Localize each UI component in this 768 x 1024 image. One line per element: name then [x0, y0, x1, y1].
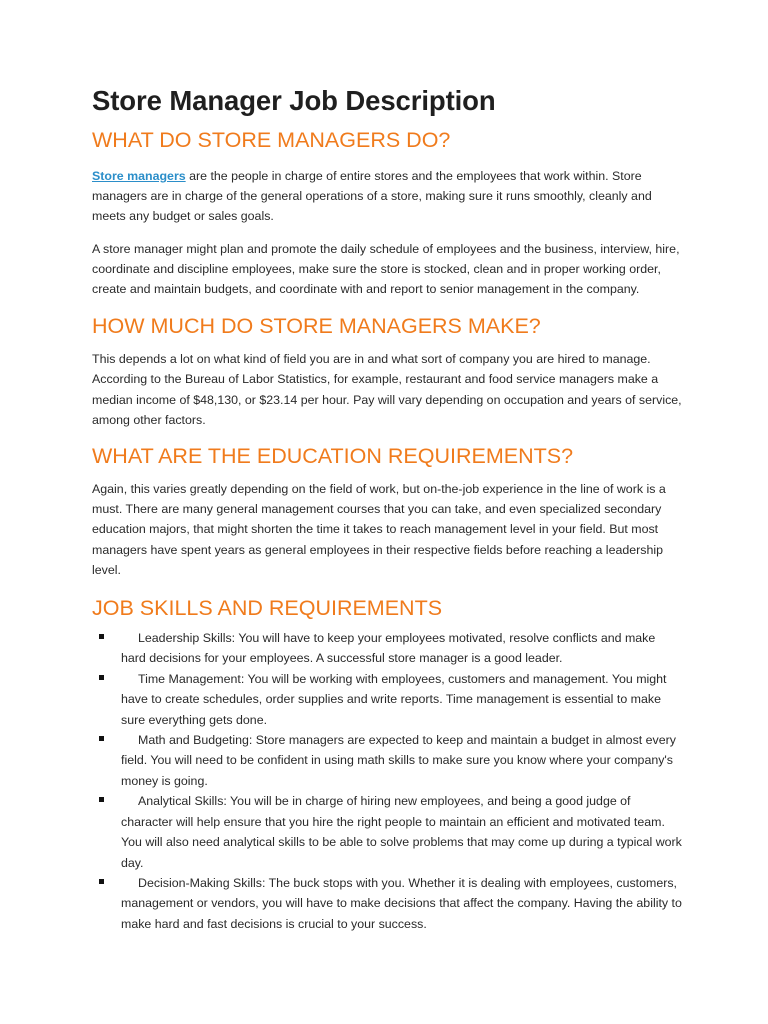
list-item-text: Leadership Skills: You will have to keep your employees motivated, resolve conflicts and make hard decisions for your employees. A successful store manager is a good leader. — [121, 631, 656, 666]
bullet-square-icon — [99, 634, 104, 639]
paragraph-text: are the people in charge of entire stores and the employees that work within. Store managers are in charge of the general operations of a store, making sure it runs smoothly, cleanly and meets any budget or sales goals. — [92, 169, 652, 224]
list-item-text: Decision-Making Skills: The buck stops with you. Whether it is dealing with employees, customers, management or vendors, you will have to make decisions that affect the company. Having the ability to make hard and fast decisions is crucial to your success. — [121, 875, 682, 931]
paragraph-how-much: This depends a lot on what kind of field you are in and what sort of company you are hired to manage. According to the Bureau of Labor Statistics, for example, restaurant and food service managers make a median income of $48,130, or $23.14 per hour. Pay will vary depending on occupation and years of service, among other factors. — [92, 352, 682, 427]
skills-list — [92, 628, 682, 934]
paragraph-education: Again, this varies greatly depending on the field of work, but on-the-job experience in the line of work is a must. There are many general management courses that you can take, and even specialized secondary education majors, that might shorten the time it takes to reach management level in your field. But most managers have spent years as general employees in their respective fields before reaching a leadership level. — [92, 482, 666, 577]
list-item — [92, 873, 682, 934]
bullet-square-icon — [99, 675, 104, 680]
section-heading-education: WHAT ARE THE EDUCATION REQUIREMENTS? — [92, 444, 574, 469]
paragraph-what-do-1 — [92, 166, 682, 227]
bullet-square-icon — [99, 797, 104, 802]
bullet-square-icon — [99, 736, 104, 741]
section-heading-how-much: HOW MUCH DO STORE MANAGERS MAKE? — [92, 314, 541, 339]
document-title: Store Manager Job Description — [92, 85, 496, 116]
list-item — [92, 730, 682, 791]
paragraph-what-do-2: A store manager might plan and promote the daily schedule of employees and the business, interview, hire, coordinate and discipline employees, make sure the store is stocked, clean and in proper working order, create and maintain budgets, and coordinate with and report to senior management in the company. — [92, 241, 680, 297]
list-item — [92, 791, 682, 873]
list-item-text: Time Management: You will be working with employees, customers and management. You might have to create schedules, order supplies and write reports. Time management is essential to make sure everything gets done. — [121, 671, 667, 727]
section-heading-what-do: WHAT DO STORE MANAGERS DO? — [92, 128, 451, 152]
list-item — [92, 628, 682, 669]
store-managers-link[interactable]: Store managers — [92, 169, 186, 183]
list-item-text: Analytical Skills: You will be in charge of hiring new employees, and being a good judge of character will help ensure that you hire the right people to maintain an efficient and motivated team. You will also need analytical skills to be able to solve problems that may come up during a typical work day. — [121, 794, 682, 870]
list-item — [92, 669, 682, 730]
section-heading-job-skills: JOB SKILLS AND REQUIREMENTS — [92, 596, 443, 621]
list-item-text: Math and Budgeting: Store managers are expected to keep and maintain a budget in almost every field. You will need to be confident in using math skills to make sure you know where your company's money is going. — [121, 733, 676, 788]
bullet-square-icon — [99, 879, 104, 884]
